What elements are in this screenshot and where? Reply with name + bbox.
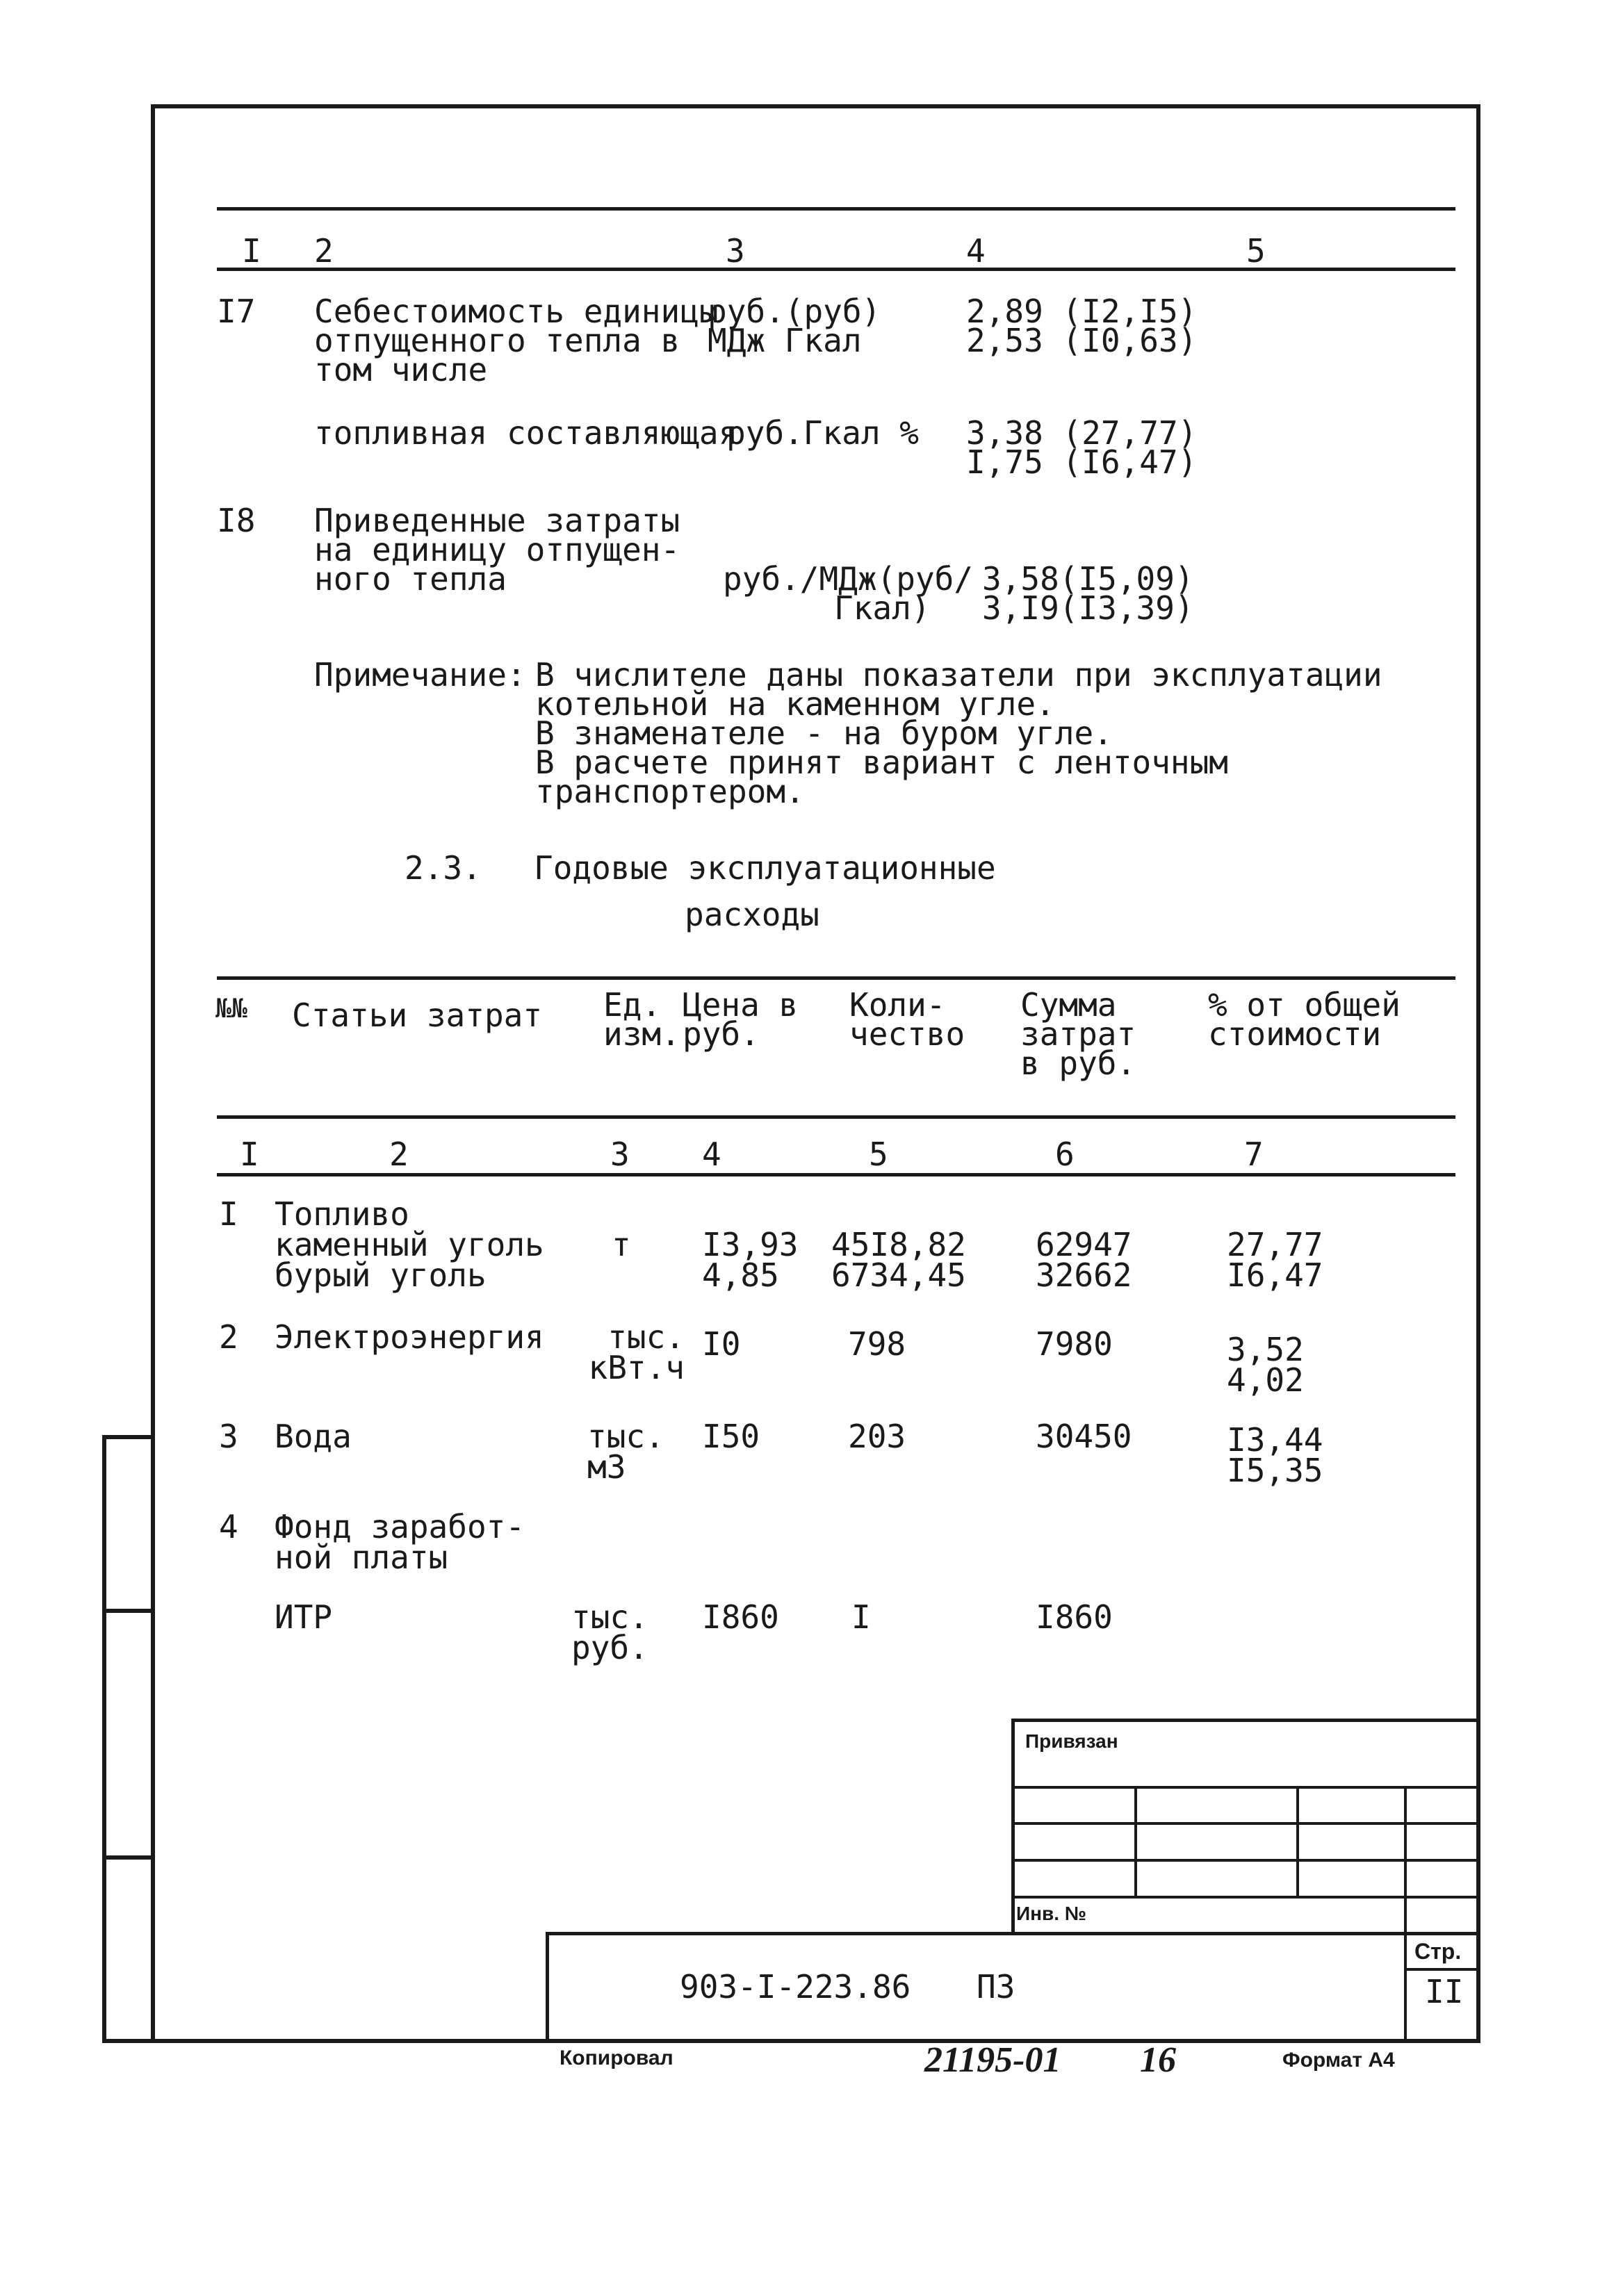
table-row-qty: I — [851, 1598, 871, 1636]
table1-col-2: 2 — [314, 232, 334, 270]
table-row-price: I50 — [702, 1418, 760, 1455]
table-row-name: Вода — [275, 1418, 352, 1455]
table2-top-rule — [217, 976, 1455, 980]
table1-col-4: 4 — [966, 232, 986, 270]
row-name: топливная составляющая — [314, 414, 738, 452]
table-row-name: ИТР — [275, 1598, 333, 1636]
section-title: Годовые эксплуатационные — [534, 849, 996, 887]
stamp-main-top-line — [546, 1932, 1480, 1935]
table2-col-6: 6 — [1055, 1135, 1075, 1173]
frame-bottom-border — [102, 2039, 1480, 2043]
table-row-num: I — [219, 1195, 238, 1233]
table2-header-qty: Коли- чество — [849, 986, 965, 1053]
table2-header-item: Статьи затрат — [292, 997, 543, 1034]
table1-col-1: I — [242, 232, 261, 270]
frame-right-border — [1476, 104, 1480, 2043]
table-row-sum: 7980 — [1036, 1325, 1113, 1363]
table2-col-3: 3 — [610, 1135, 630, 1173]
row-values: 3,58(I5,09) 3,I9(I3,39) — [982, 560, 1194, 627]
row-name: Приведенные затраты на единицу отпущен- ного тепла — [314, 502, 680, 598]
row-unit: руб.(руб) МДж Гкал — [708, 293, 881, 359]
table2-header-price: Цена в руб. — [683, 986, 799, 1053]
table-row-unit: тыс. кВт.ч — [588, 1318, 685, 1386]
stamp-grid-line-1 — [1011, 1786, 1480, 1789]
stamp-privyazan-label: Привязан — [1025, 1730, 1118, 1752]
table-row-pct: I3,44 I5,35 — [1227, 1421, 1323, 1489]
table-row-num: 4 — [219, 1508, 238, 1545]
stamp-top-line — [1011, 1719, 1480, 1722]
row-values: 3,38 (27,77) I,75 (I6,47) — [966, 414, 1198, 481]
table2-col-1: I — [240, 1135, 259, 1173]
table-row-qty: 798 — [848, 1325, 906, 1363]
table2-header-unit: Ед. изм. — [603, 986, 680, 1053]
stamp-page-divider — [1404, 1932, 1407, 2043]
table-row-unit: тыс. руб. — [571, 1598, 648, 1666]
row-number: I7 — [217, 293, 256, 330]
stamp-grid-vline-1 — [1134, 1786, 1137, 1896]
row-values: 2,89 (I2,I5) 2,53 (I0,63) — [966, 293, 1198, 359]
table-row-price: I860 — [702, 1598, 779, 1636]
table1-top-rule — [217, 207, 1455, 211]
row-number: I8 — [217, 502, 256, 539]
table-row-sum: 62947 32662 — [1036, 1226, 1132, 1294]
frame-top-border — [151, 104, 1480, 108]
table-row-num: 2 — [219, 1318, 238, 1356]
row-unit: руб./МДж(руб/ Гкал) — [723, 560, 974, 627]
stamp-grid-vline-3 — [1404, 1786, 1407, 1932]
table1-col-3: 3 — [726, 232, 745, 270]
table-row-unit: т — [612, 1226, 631, 1263]
frame-left-border — [151, 104, 155, 2043]
section-title-line2: расходы — [685, 896, 819, 933]
doc-code: 903-I-223.86 — [680, 1968, 911, 2006]
stamp-grid-line-2 — [1011, 1822, 1480, 1825]
footer-format: Формат А4 — [1282, 2049, 1395, 2072]
stamp-grid-line-3 — [1011, 1859, 1480, 1862]
table-row-qty: 45I8,82 6734,45 — [831, 1226, 966, 1294]
stamp-page-label-rule — [1404, 1968, 1480, 1971]
table2-col-7: 7 — [1244, 1135, 1264, 1173]
table-row-price: I3,93 4,85 — [702, 1226, 799, 1294]
note-text: В числителе даны показатели при эксплуатации котельной на каменном угле. В знаменателе - на буром угле. В расчете принят вариант с ленточным транспортером. — [535, 656, 1382, 810]
binding-strip-divider-2 — [102, 1609, 155, 1613]
table2-col-4: 4 — [702, 1135, 721, 1173]
table-row-pct: 27,77 I6,47 — [1227, 1226, 1323, 1294]
table-row-sum: I860 — [1036, 1598, 1113, 1636]
table-row-name: Электроэнергия — [275, 1318, 544, 1356]
table2-header-sum: Сумма затрат в руб. — [1020, 986, 1136, 1082]
stamp-grid-vline-2 — [1296, 1786, 1299, 1896]
footer-kopiroval: Копировал — [560, 2047, 674, 2069]
table2-col-2: 2 — [389, 1135, 409, 1173]
table-row-name: Топливо каменный уголь бурый уголь — [275, 1195, 544, 1294]
table2-header-rule — [217, 1115, 1455, 1119]
table2-numbers-rule — [217, 1173, 1455, 1176]
doc-type: ПЗ — [977, 1968, 1015, 2006]
binding-strip-divider-3 — [102, 1855, 155, 1860]
table-row-pct: 3,52 4,02 — [1227, 1331, 1304, 1399]
table2-header-num: №№ — [215, 993, 247, 1024]
stamp-grid-line-4 — [1011, 1896, 1480, 1899]
table1-header-rule — [217, 268, 1455, 271]
row-name: Себестоимость единицы отпущенного тепла в том числе — [314, 293, 719, 388]
stamp-main-left-line — [546, 1932, 549, 2043]
table-row-name: Фонд заработ- ной платы — [275, 1508, 525, 1576]
note-label: Примечание: — [314, 656, 526, 694]
table-row-sum: 30450 — [1036, 1418, 1132, 1455]
table-row-num: 3 — [219, 1418, 238, 1455]
table-row-price: I0 — [702, 1325, 741, 1363]
stamp-left-line — [1011, 1719, 1015, 1935]
table2-col-5: 5 — [869, 1135, 888, 1173]
binding-strip-divider-1 — [102, 1435, 155, 1439]
table-row-unit: тыс. м3 — [587, 1418, 664, 1486]
section-number: 2.3. — [405, 849, 482, 887]
page-number: II — [1425, 1973, 1464, 2010]
binding-strip-line — [102, 1435, 106, 2043]
table2-header-pct: % от общей стоимости — [1208, 986, 1401, 1053]
table1-col-5: 5 — [1246, 232, 1266, 270]
footer-handwritten-number: 21195-01 — [924, 2040, 1061, 2080]
row-unit: руб.Гкал % — [726, 414, 919, 452]
stamp-inv-label: Инв. № — [1016, 1903, 1087, 1924]
footer-handwritten-page: 16 — [1140, 2040, 1176, 2080]
page-label: Стр. — [1414, 1939, 1462, 1964]
table-row-qty: 203 — [848, 1418, 906, 1455]
